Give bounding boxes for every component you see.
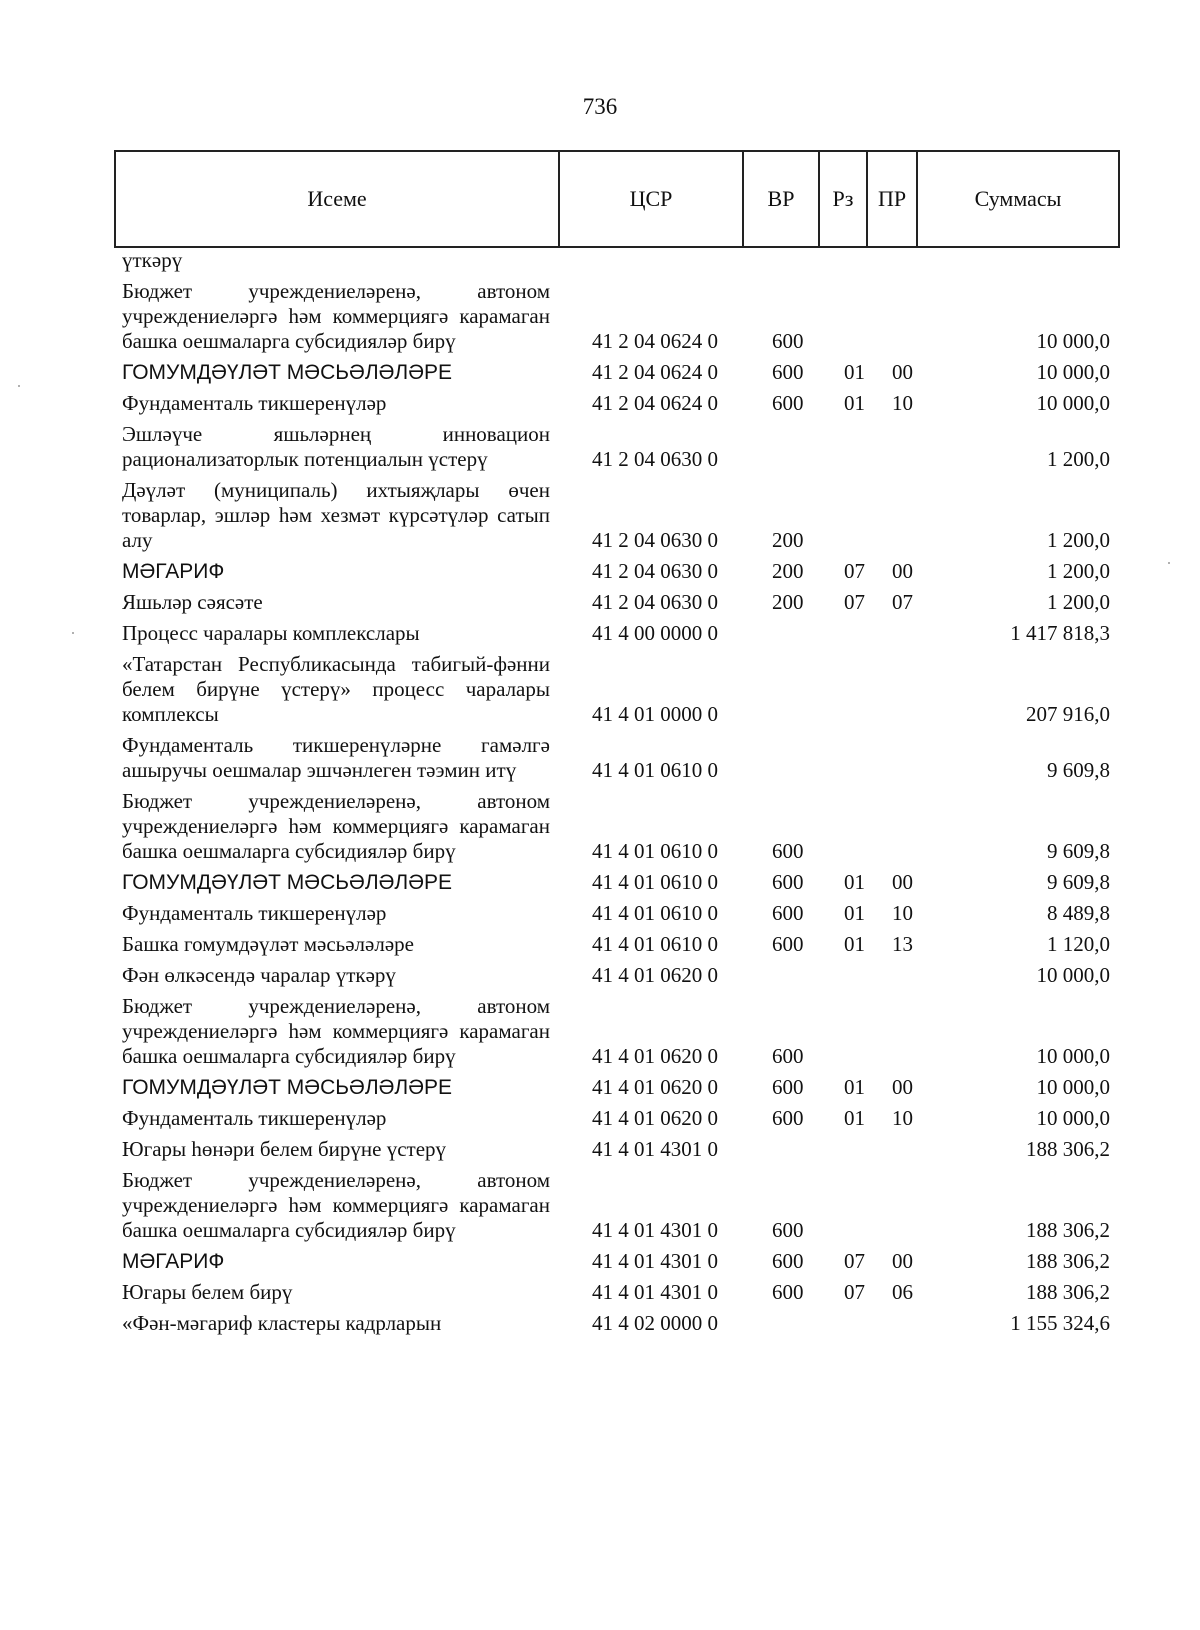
page-number: 736 bbox=[582, 94, 618, 119]
table-header bbox=[114, 150, 1120, 248]
row-csr: 41 2 04 0630 0 bbox=[592, 559, 718, 583]
row-vr: 200 bbox=[772, 559, 804, 583]
scan-speck bbox=[18, 385, 20, 387]
row-csr: 41 4 02 0000 0 bbox=[592, 1311, 718, 1335]
row-name: үткәрү bbox=[122, 248, 183, 272]
row-sum: 188 306,2 bbox=[1026, 1280, 1110, 1304]
row-sum: 1 417 818,3 bbox=[1010, 621, 1110, 645]
table-row bbox=[122, 1106, 1118, 1131]
table-row bbox=[122, 1311, 1118, 1336]
row-csr: 41 2 04 0624 0 bbox=[592, 329, 718, 353]
row-pr: 06 bbox=[892, 1280, 913, 1304]
row-rz: 01 bbox=[844, 932, 865, 956]
row-csr: 41 2 04 0624 0 bbox=[592, 360, 718, 384]
row-csr: 41 4 01 0620 0 bbox=[592, 1044, 718, 1068]
table-row bbox=[122, 248, 1118, 273]
row-pr: 10 bbox=[892, 391, 913, 415]
row-csr: 41 4 01 4301 0 bbox=[592, 1249, 718, 1273]
row-sum: 1 200,0 bbox=[1047, 590, 1110, 614]
row-pr: 10 bbox=[892, 1106, 913, 1130]
row-vr: 600 bbox=[772, 1218, 804, 1242]
row-sum: 10 000,0 bbox=[1036, 1044, 1110, 1068]
row-csr: 41 4 01 0610 0 bbox=[592, 839, 718, 863]
row-sum: 207 916,0 bbox=[1026, 702, 1110, 726]
column-header-rz: Рз bbox=[819, 151, 867, 247]
table-row bbox=[122, 1280, 1118, 1305]
row-rz: 07 bbox=[844, 590, 865, 614]
row-name: «Фән-мәгариф кластеры кадрларын bbox=[122, 1311, 442, 1335]
row-csr: 41 4 01 0620 0 bbox=[592, 963, 718, 987]
row-pr: 00 bbox=[892, 1249, 913, 1273]
row-sum: 1 120,0 bbox=[1047, 932, 1110, 956]
table-row bbox=[122, 279, 1118, 354]
row-name: ГОМУМДӘҮЛӘТ МӘСЬӘЛӘЛӘРЕ bbox=[122, 871, 453, 894]
row-sum: 188 306,2 bbox=[1026, 1137, 1110, 1161]
row-name: Бюджет учреждениеләренә, автоном учреждениеләргә һәм коммерциягә карамаган башка оешмаларга субсидияләр бирү bbox=[122, 279, 550, 353]
table-row bbox=[122, 994, 1118, 1069]
row-pr: 00 bbox=[892, 1075, 913, 1099]
row-csr: 41 4 01 4301 0 bbox=[592, 1137, 718, 1161]
table-row bbox=[122, 733, 1118, 783]
row-sum: 9 609,8 bbox=[1047, 870, 1110, 894]
row-vr: 600 bbox=[772, 932, 804, 956]
row-vr: 600 bbox=[772, 360, 804, 384]
table-row bbox=[122, 1249, 1118, 1274]
row-vr: 600 bbox=[772, 391, 804, 415]
row-sum: 10 000,0 bbox=[1036, 1106, 1110, 1130]
table-row bbox=[122, 590, 1118, 615]
row-name: ГОМУМДӘҮЛӘТ МӘСЬӘЛӘЛӘРЕ bbox=[122, 1076, 453, 1099]
row-rz: 07 bbox=[844, 1280, 865, 1304]
table-body bbox=[122, 248, 1118, 1342]
row-name: Процесс чаралары комплекслары bbox=[122, 621, 420, 645]
row-vr: 600 bbox=[772, 901, 804, 925]
row-name: Фән өлкәсендә чаралар үткәрү bbox=[122, 963, 396, 987]
table-row bbox=[122, 422, 1118, 472]
row-csr: 41 4 01 0620 0 bbox=[592, 1106, 718, 1130]
table-row bbox=[122, 391, 1118, 416]
table-row bbox=[122, 1168, 1118, 1243]
table-row bbox=[122, 963, 1118, 988]
table-row bbox=[122, 360, 1118, 385]
row-csr: 41 2 04 0630 0 bbox=[592, 590, 718, 614]
row-name: «Татарстан Республикасында табигый-фәнни белем бирүне үстерү» процесс чаралары комплексы bbox=[122, 652, 550, 726]
row-name: Эшләүче яшьләрнең инновацион рационализаторлык потенциалын үстерү bbox=[122, 422, 550, 471]
row-rz: 01 bbox=[844, 1075, 865, 1099]
row-name: Бюджет учреждениеләренә, автоном учреждениеләргә һәм коммерциягә карамаган башка оешмаларга субсидияләр бирү bbox=[122, 994, 550, 1068]
row-csr: 41 4 01 4301 0 bbox=[592, 1280, 718, 1304]
row-sum: 1 200,0 bbox=[1047, 447, 1110, 471]
row-sum: 1 155 324,6 bbox=[1010, 1311, 1110, 1335]
row-rz: 01 bbox=[844, 360, 865, 384]
row-csr: 41 4 01 0610 0 bbox=[592, 901, 718, 925]
table-row bbox=[122, 1137, 1118, 1162]
row-rz: 07 bbox=[844, 1249, 865, 1273]
table-row bbox=[122, 789, 1118, 864]
row-rz: 01 bbox=[844, 1106, 865, 1130]
row-csr: 41 4 01 4301 0 bbox=[592, 1218, 718, 1242]
row-sum: 10 000,0 bbox=[1036, 329, 1110, 353]
row-name: Югары белем бирү bbox=[122, 1280, 293, 1304]
row-sum: 188 306,2 bbox=[1026, 1249, 1110, 1273]
row-csr: 41 4 01 0620 0 bbox=[592, 1075, 718, 1099]
row-vr: 600 bbox=[772, 329, 804, 353]
row-csr: 41 4 01 0610 0 bbox=[592, 932, 718, 956]
row-sum: 10 000,0 bbox=[1036, 391, 1110, 415]
row-sum: 9 609,8 bbox=[1047, 758, 1110, 782]
row-vr: 200 bbox=[772, 528, 804, 552]
row-csr: 41 4 01 0610 0 bbox=[592, 758, 718, 782]
row-name: Фундаменталь тикшеренүләрне гамәлгә ашыручы оешмалар эшчәнлеген тәэмин итү bbox=[122, 733, 550, 782]
scan-speck bbox=[72, 632, 74, 634]
row-rz: 01 bbox=[844, 870, 865, 894]
row-vr: 600 bbox=[772, 1106, 804, 1130]
row-vr: 600 bbox=[772, 1249, 804, 1273]
row-vr: 600 bbox=[772, 870, 804, 894]
row-sum: 10 000,0 bbox=[1036, 1075, 1110, 1099]
row-csr: 41 2 04 0630 0 bbox=[592, 447, 718, 471]
row-csr: 41 4 00 0000 0 bbox=[592, 621, 718, 645]
table-row bbox=[122, 1075, 1118, 1100]
row-vr: 600 bbox=[772, 1044, 804, 1068]
row-name: Фундаменталь тикшеренүләр bbox=[122, 1106, 387, 1130]
row-pr: 00 bbox=[892, 559, 913, 583]
row-pr: 00 bbox=[892, 360, 913, 384]
row-rz: 07 bbox=[844, 559, 865, 583]
row-csr: 41 4 01 0610 0 bbox=[592, 870, 718, 894]
row-name: Бюджет учреждениеләренә, автоном учреждениеләргә һәм коммерциягә карамаган башка оешмаларга субсидияләр бирү bbox=[122, 789, 550, 863]
column-header-pr: ПР bbox=[867, 151, 917, 247]
row-sum: 10 000,0 bbox=[1036, 963, 1110, 987]
table-row bbox=[122, 559, 1118, 584]
row-vr: 600 bbox=[772, 1075, 804, 1099]
table-row bbox=[122, 901, 1118, 926]
row-pr: 13 bbox=[892, 932, 913, 956]
table-row bbox=[122, 478, 1118, 553]
row-name: ГОМУМДӘҮЛӘТ МӘСЬӘЛӘЛӘРЕ bbox=[122, 361, 453, 384]
column-header-name: Исеме bbox=[115, 151, 559, 247]
column-header-sum: Суммасы bbox=[917, 151, 1119, 247]
row-name: МӘГАРИФ bbox=[122, 1250, 225, 1273]
column-header-vr: ВР bbox=[743, 151, 819, 247]
table-row bbox=[122, 621, 1118, 646]
row-csr: 41 4 01 0000 0 bbox=[592, 702, 718, 726]
row-name: Фундаменталь тикшеренүләр bbox=[122, 901, 387, 925]
row-name: Фундаменталь тикшеренүләр bbox=[122, 391, 387, 415]
row-name: Яшьләр сәясәте bbox=[122, 590, 263, 614]
row-name: Дәүләт (муниципаль) ихтыяҗлары өчен товарлар, эшләр һәм хезмәт күрсәтүләр сатып алу bbox=[122, 478, 550, 552]
row-sum: 188 306,2 bbox=[1026, 1218, 1110, 1242]
row-name: Башка гомумдәүләт мәсьәләләре bbox=[122, 932, 414, 956]
table-row bbox=[122, 870, 1118, 895]
row-sum: 9 609,8 bbox=[1047, 839, 1110, 863]
row-sum: 1 200,0 bbox=[1047, 559, 1110, 583]
row-pr: 07 bbox=[892, 590, 913, 614]
table-row bbox=[122, 932, 1118, 957]
row-rz: 01 bbox=[844, 901, 865, 925]
scan-speck bbox=[1168, 562, 1170, 564]
row-pr: 10 bbox=[892, 901, 913, 925]
row-csr: 41 2 04 0624 0 bbox=[592, 391, 718, 415]
row-name: МӘГАРИФ bbox=[122, 560, 225, 583]
row-name: Бюджет учреждениеләренә, автоном учреждениеләргә һәм коммерциягә карамаган башка оешмаларга субсидияләр бирү bbox=[122, 1168, 550, 1242]
row-name: Югары һөнәри белем бирүне үстерү bbox=[122, 1137, 447, 1161]
row-rz: 01 bbox=[844, 391, 865, 415]
row-pr: 00 bbox=[892, 870, 913, 894]
row-vr: 600 bbox=[772, 1280, 804, 1304]
table-row bbox=[122, 652, 1118, 727]
row-vr: 200 bbox=[772, 590, 804, 614]
row-vr: 600 bbox=[772, 839, 804, 863]
row-sum: 10 000,0 bbox=[1036, 360, 1110, 384]
row-sum: 1 200,0 bbox=[1047, 528, 1110, 552]
column-header-csr: ЦСР bbox=[559, 151, 743, 247]
row-sum: 8 489,8 bbox=[1047, 901, 1110, 925]
row-csr: 41 2 04 0630 0 bbox=[592, 528, 718, 552]
